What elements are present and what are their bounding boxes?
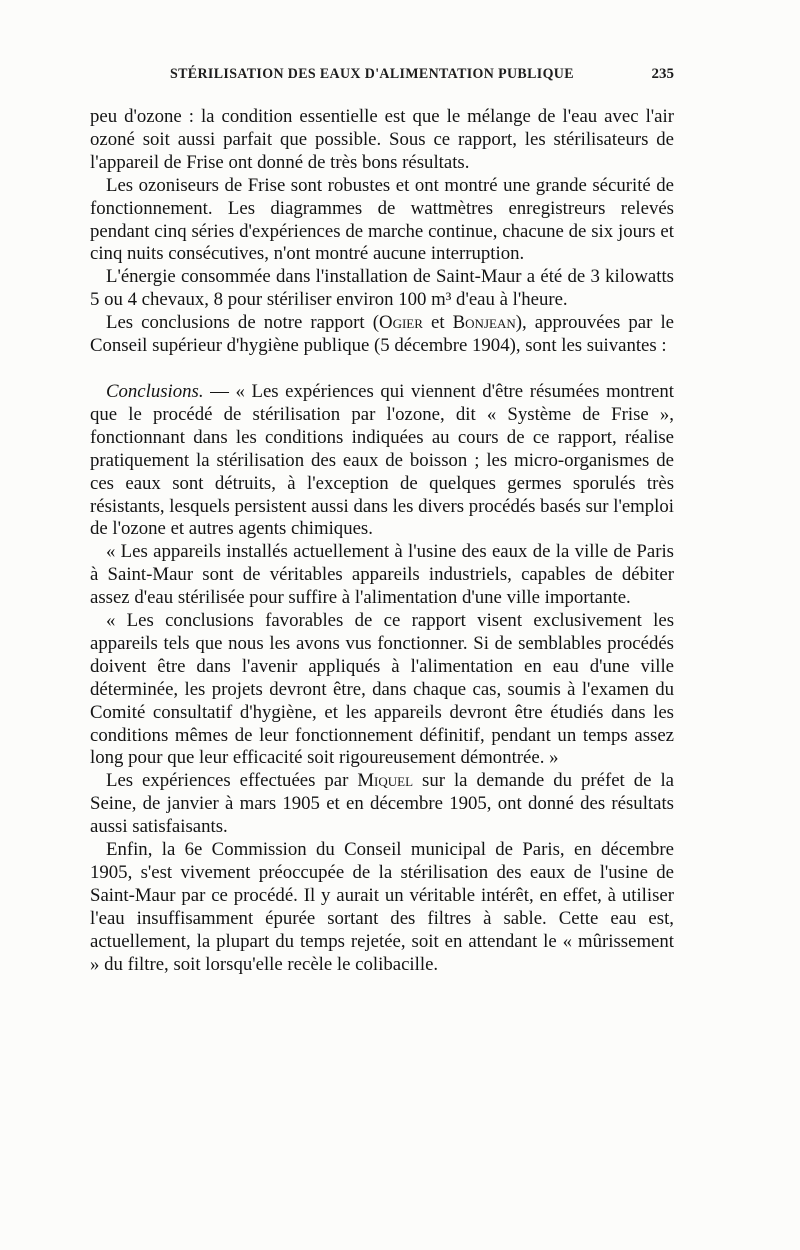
paragraph-installed-apparatus: « Les appareils installés actuellement à l'usine des eaux de la ville de Paris à Saint-Maur sont de véritables appareils industriels, capables de débiter assez d'eau stérilisée pour suffire à l'alimentation d'une ville importante.	[90, 541, 674, 609]
paragraph-report-conclusions	[90, 312, 674, 358]
paragraph-miquel-experiments	[90, 770, 674, 839]
paragraph-text: Les conclusions de notre rapport (	[105, 312, 379, 334]
paragraph-conclusions-quote	[90, 381, 674, 541]
running-title: STÉRILISATION DES EAUX D'ALIMENTATION PUBLIQUE	[170, 66, 574, 82]
author-name: Ogier	[379, 312, 423, 334]
paragraph-ozone-mixing: peu d'ozone : la condition essentielle est que le mélange de l'eau avec l'air ozoné soit aussi parfait que possible. Sous ce rapport, les stérilisateurs de l'appareil de Frise ont donné de très bons résultats.	[90, 106, 674, 173]
body-text	[90, 106, 674, 977]
section-lead: Conclusions.	[105, 380, 204, 402]
author-name: Bonjean	[452, 312, 516, 334]
paragraph-text: sur la demande du préfet de la Seine, de janvier à mars 1905 et en décembre 1905, ont donné des résultats aussi satisfaisants.	[90, 770, 675, 838]
paragraph-ozonizers: Les ozoniseurs de Frise sont robustes et ont montré une grande sécurité de fonctionnement. Les diagrammes de wattmètres enregistreurs relevés pendant cinq séries d'expériences de marche continue, chacune de six jours et cinq nuits consécutives, n'ont montré aucune interruption.	[90, 174, 674, 265]
paragraph-favorable-conclusions: « Les conclusions favorables de ce rapport visent exclusivement les appareils tels que nous les avons vus fonctionner. Si de semblables procédés doivent être dans l'avenir appliqués à l'alimentation en eau d'une ville déterminée, les projets devront être, dans chaque cas, soumis à l'examen du Comité consultatif d'hygiène, et les appareils devront être étudiés dans les conditions mêmes de leur fonctionnement définitif, pendant un temps assez long pour que leur efficacité soit rigoureusement démontrée. »	[90, 610, 674, 769]
paragraph-energy: L'énergie consommée dans l'installation de Saint-Maur a été de 3 kilowatts 5 ou 4 chevaux, 8 pour stériliser environ 100 m³ d'eau à l'heure.	[90, 266, 674, 311]
page-header	[90, 66, 674, 88]
author-name: Miquel	[357, 770, 414, 792]
paragraph-text: ), approuvées par le Conseil supérieur d'hygiène publique (5 décembre 1904), sont les suivantes :	[90, 312, 674, 357]
page-number: 235	[651, 66, 674, 82]
paragraph-text: et	[422, 312, 453, 334]
paragraph-text: — « Les expériences qui viennent d'être résumées montrent que le procédé de stérilisation par l'ozone, dit « Système de Frise », fonctionnant dans les conditions indiquées au cours de ce rapport, réalise pratiquement la stérilisation des eaux de boisson ; les micro-organismes de ces eaux sont détruits, à l'exception de quelques germes sporulés très résistants, lesquels persistent aussi dans les divers procédés basés sur l'emploi de l'ozone et autres agents chimiques.	[90, 380, 674, 540]
paragraph-municipal-commission: Enfin, la 6e Commission du Conseil municipal de Paris, en décembre 1905, s'est vivement préoccupée de la stérilisation des eaux de l'usine de Saint-Maur par ce procédé. Il y aurait un véritable intérêt, en effet, à utiliser l'eau insuffisamment épurée sortant des filtres à sable. Cette eau est, actuellement, la plupart du temps rejetée, soit en attendant le « mûrissement » du filtre, soit lorsqu'elle recèle le colibacille.	[90, 839, 674, 975]
paragraph-text: Les expériences effectuées par	[105, 770, 358, 792]
